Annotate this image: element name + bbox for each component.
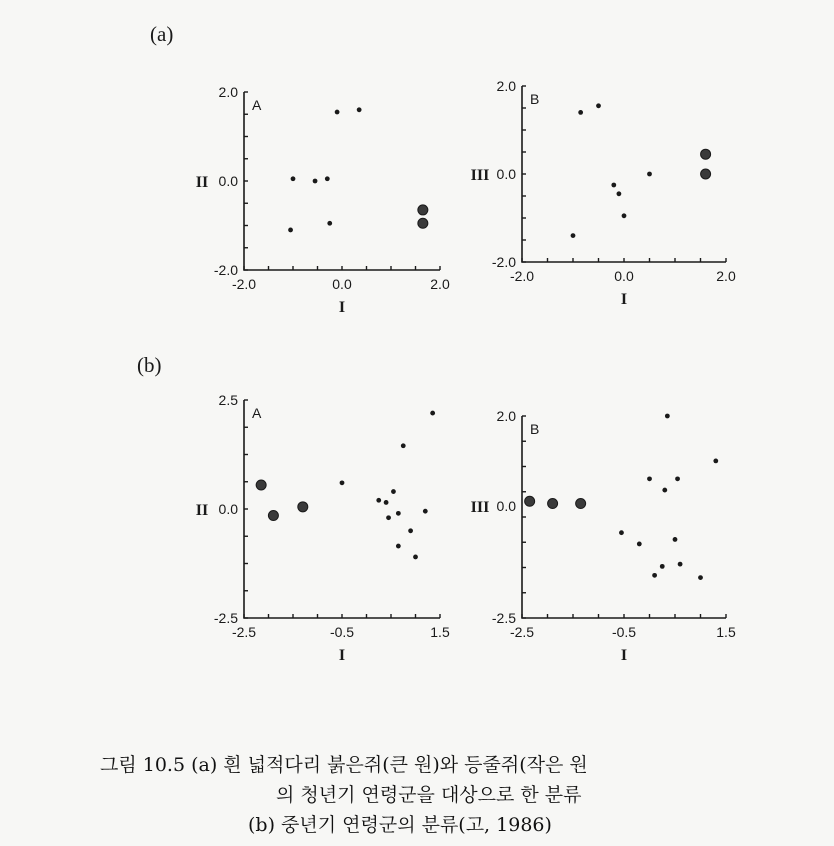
small-dot-point	[675, 476, 680, 481]
x-axis-label: I	[620, 291, 628, 308]
small-dot-point	[335, 110, 340, 115]
x-tick-label: -0.5	[611, 624, 637, 640]
x-axis-label: I	[620, 647, 628, 664]
subplot-tag: A	[252, 97, 262, 113]
axis-lines	[244, 92, 440, 270]
large-circle-point	[268, 511, 278, 521]
small-dot-point	[622, 213, 627, 218]
panel-label-a: (a)	[150, 22, 174, 46]
axis-lines	[244, 400, 440, 618]
small-dot-point	[430, 411, 435, 416]
y-axis-label: II	[195, 174, 209, 191]
caption-line-3: (b) 중년기 연령군의 분류(고, 1986)	[248, 814, 552, 836]
small-dot-point	[376, 498, 381, 503]
large-circle-point	[701, 149, 711, 159]
y-axis-label: III	[470, 498, 490, 516]
small-dot-point	[384, 500, 389, 505]
large-circle-point	[418, 218, 428, 228]
y-tick-label: 0.0	[496, 166, 516, 182]
subplot-tag: B	[530, 91, 540, 107]
y-axis-label: II	[195, 502, 209, 519]
small-dot-point	[291, 176, 296, 181]
y-tick-label: 0.0	[496, 497, 516, 514]
small-dot-point	[386, 515, 391, 520]
scatter-panel-a-A	[196, 84, 450, 316]
y-tick-label: 2.0	[496, 408, 516, 424]
small-dot-point	[611, 183, 616, 188]
y-tick-label: 0.0	[218, 173, 238, 189]
large-circle-point	[298, 502, 308, 512]
y-tick-label: 2.0	[218, 84, 238, 100]
small-dot-point	[665, 414, 670, 419]
small-dot-point	[288, 228, 293, 233]
figure-caption	[100, 750, 834, 840]
small-dot-point	[619, 530, 624, 535]
panel-label-b: (b)	[137, 353, 162, 377]
small-dot-point	[401, 443, 406, 448]
small-dot-point	[713, 458, 718, 463]
small-dot-point	[578, 110, 583, 115]
x-tick-label: -2.0	[509, 268, 535, 284]
x-tick-label: 1.5	[716, 624, 736, 640]
small-dot-point	[413, 555, 418, 560]
small-dot-point	[647, 172, 652, 177]
large-circle-point	[418, 205, 428, 215]
small-dot-point	[652, 573, 657, 578]
subplot-tag: A	[252, 405, 262, 421]
axis-lines	[522, 416, 726, 618]
scatter-panel-a-B	[471, 78, 736, 308]
small-dot-point	[660, 564, 665, 569]
caption-line-2: 의 청년기 연령군을 대상으로 한 분류	[276, 784, 582, 806]
x-tick-label: -2.5	[231, 624, 257, 640]
x-tick-label: 0.0	[614, 268, 634, 284]
x-axis-label: I	[338, 647, 346, 664]
x-tick-label: 1.5	[430, 624, 450, 640]
small-dot-point	[327, 221, 332, 226]
small-dot-point	[637, 542, 642, 547]
large-circle-point	[576, 499, 586, 509]
y-axis-label: III	[470, 167, 490, 184]
small-dot-point	[313, 179, 318, 184]
x-tick-label: -2.5	[509, 624, 535, 640]
scatter-panel-b-B	[471, 408, 736, 664]
y-tick-label: 0.0	[218, 501, 238, 517]
small-dot-point	[698, 575, 703, 580]
axis-lines	[522, 86, 726, 262]
small-dot-point	[662, 488, 667, 493]
x-tick-label: -2.0	[231, 276, 257, 292]
scatter-panel-b-A	[196, 392, 450, 664]
small-dot-point	[423, 509, 428, 514]
y-tick-label: -2.0	[491, 254, 516, 270]
small-dot-point	[396, 544, 401, 549]
large-circle-point	[256, 480, 266, 490]
large-circle-point	[548, 499, 558, 509]
x-axis-label: I	[338, 299, 346, 316]
small-dot-point	[571, 233, 576, 238]
small-dot-point	[357, 107, 362, 112]
x-tick-label: 2.0	[430, 276, 450, 292]
caption-line-1: 그림 10.5 (a) 흰 넓적다리 붉은쥐(큰 원)와 등줄쥐(작은 원	[100, 754, 588, 776]
small-dot-point	[596, 103, 601, 108]
small-dot-point	[391, 489, 396, 494]
y-tick-label: -2.5	[491, 610, 516, 626]
large-circle-point	[701, 169, 711, 179]
small-dot-point	[340, 480, 345, 485]
small-dot-point	[678, 562, 683, 567]
small-dot-point	[408, 528, 413, 533]
y-tick-label: -2.0	[213, 262, 238, 278]
y-tick-label: 2.5	[218, 392, 238, 408]
small-dot-point	[617, 191, 622, 196]
x-tick-label: -0.5	[329, 624, 355, 640]
subplot-tag: B	[530, 421, 540, 437]
small-dot-point	[673, 537, 678, 542]
y-tick-label: 2.0	[496, 78, 516, 94]
x-tick-label: 2.0	[716, 268, 736, 284]
small-dot-point	[325, 176, 330, 181]
large-circle-point	[525, 496, 535, 506]
x-tick-label: 0.0	[332, 276, 352, 292]
small-dot-point	[396, 511, 401, 516]
y-tick-label: -2.5	[213, 610, 238, 626]
small-dot-point	[647, 476, 652, 481]
